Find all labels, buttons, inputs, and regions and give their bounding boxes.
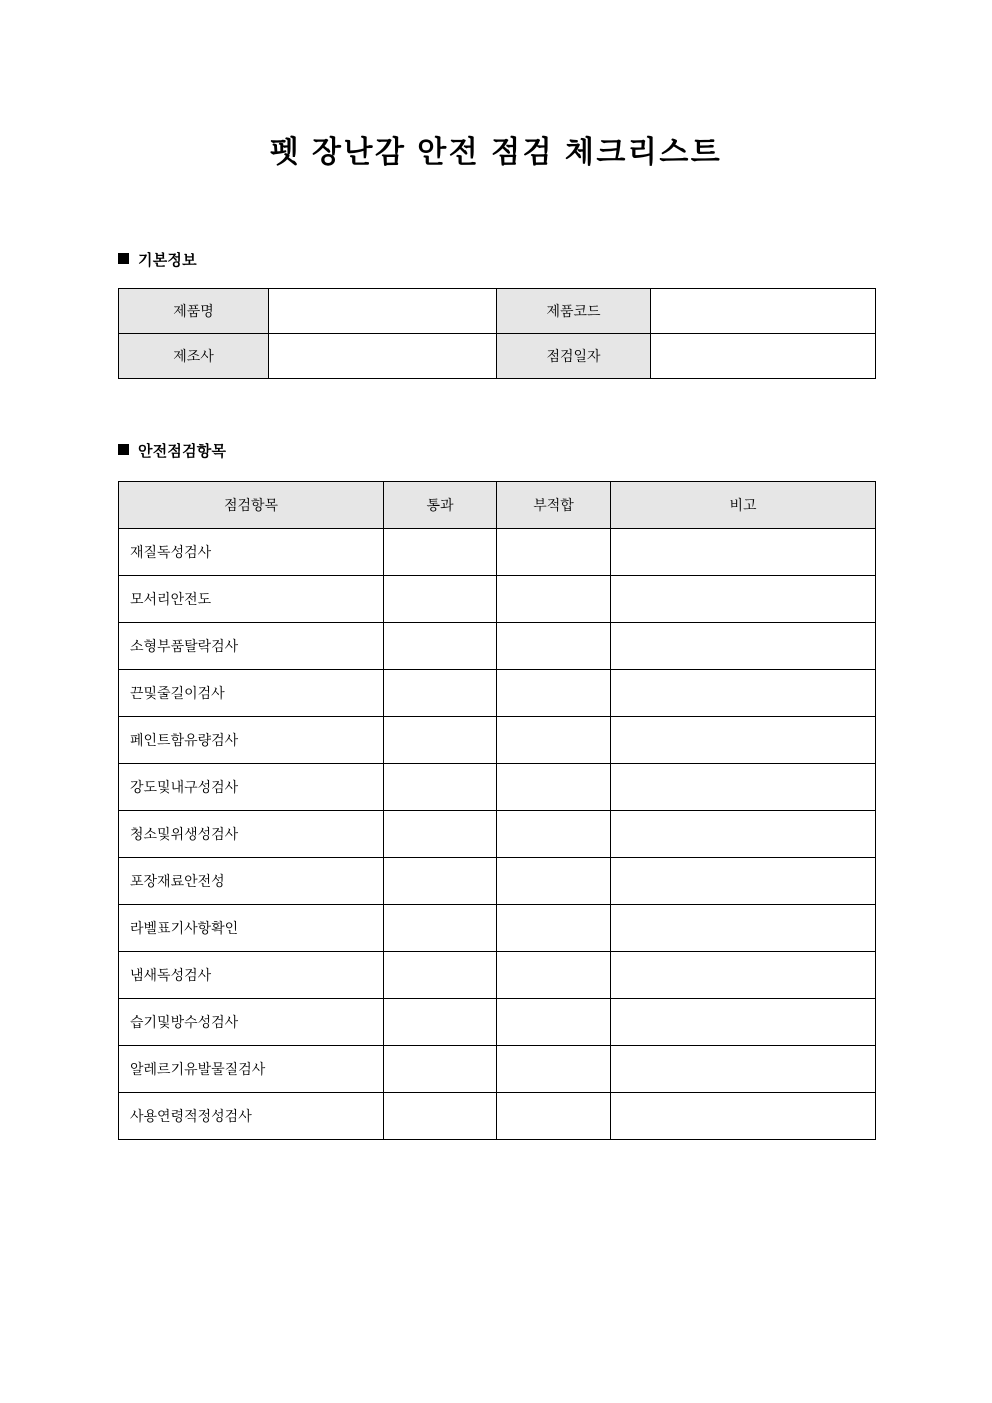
table-row: [119, 905, 876, 952]
checklist-pass-checkbox-cell[interactable]: [384, 1046, 497, 1093]
checklist-item-label: 모서리안전도: [119, 576, 384, 623]
section-heading-safety-items-label: 안전점검항목: [138, 443, 227, 460]
column-header-note: 비고: [611, 482, 876, 529]
basic-info-label-inspection-date: 점검일자: [497, 334, 651, 379]
table-header-row: [119, 482, 876, 529]
table-row: [119, 952, 876, 999]
checklist-note-cell[interactable]: [611, 811, 876, 858]
checklist-item-label: 끈및줄길이검사: [119, 670, 384, 717]
checklist-fail-checkbox-cell[interactable]: [497, 764, 611, 811]
section-heading-safety-items: [118, 441, 226, 463]
checklist-pass-checkbox-cell[interactable]: [384, 623, 497, 670]
checklist-note-cell[interactable]: [611, 717, 876, 764]
column-header-pass: 통과: [384, 482, 497, 529]
checklist-pass-checkbox-cell[interactable]: [384, 529, 497, 576]
checklist-pass-checkbox-cell[interactable]: [384, 811, 497, 858]
table-row: [119, 764, 876, 811]
checklist-pass-checkbox-cell[interactable]: [384, 905, 497, 952]
basic-info-label-product-name: 제품명: [119, 289, 269, 334]
column-header-item: 점검항목: [119, 482, 384, 529]
checklist-pass-checkbox-cell[interactable]: [384, 952, 497, 999]
checklist-pass-checkbox-cell[interactable]: [384, 670, 497, 717]
checklist-item-label: 사용연령적정성검사: [119, 1093, 384, 1140]
table-row: [119, 1093, 876, 1140]
table-row: [119, 623, 876, 670]
checklist-fail-checkbox-cell[interactable]: [497, 576, 611, 623]
basic-info-value-product-code[interactable]: [651, 289, 876, 334]
checklist-fail-checkbox-cell[interactable]: [497, 905, 611, 952]
table-row: [119, 1046, 876, 1093]
checklist-fail-checkbox-cell[interactable]: [497, 670, 611, 717]
table-row: [119, 334, 876, 379]
checklist-fail-checkbox-cell[interactable]: [497, 717, 611, 764]
checklist-note-cell[interactable]: [611, 1093, 876, 1140]
checklist-fail-checkbox-cell[interactable]: [497, 1046, 611, 1093]
checklist-note-cell[interactable]: [611, 529, 876, 576]
checklist-item-label: 재질독성검사: [119, 529, 384, 576]
bullet-square-icon: [118, 253, 129, 264]
document-title: 펫 장난감 안전 점검 체크리스트: [269, 136, 723, 169]
bullet-square-icon: [118, 444, 129, 455]
checklist-pass-checkbox-cell[interactable]: [384, 999, 497, 1046]
checklist-pass-checkbox-cell[interactable]: [384, 717, 497, 764]
section-heading-basic-info-label: 기본정보: [138, 252, 197, 269]
table-row: [119, 289, 876, 334]
checklist-fail-checkbox-cell[interactable]: [497, 529, 611, 576]
table-row: [119, 576, 876, 623]
checklist-note-cell[interactable]: [611, 576, 876, 623]
checklist-note-cell[interactable]: [611, 670, 876, 717]
checklist-item-label: 냄새독성검사: [119, 952, 384, 999]
table-row: [119, 529, 876, 576]
checklist-item-label: 페인트함유량검사: [119, 717, 384, 764]
checklist-fail-checkbox-cell[interactable]: [497, 858, 611, 905]
basic-info-label-manufacturer: 제조사: [119, 334, 269, 379]
table-row: [119, 858, 876, 905]
table-row: [119, 717, 876, 764]
checklist-item-label: 청소및위생성검사: [119, 811, 384, 858]
checklist-item-label: 소형부품탈락검사: [119, 623, 384, 670]
checklist-pass-checkbox-cell[interactable]: [384, 576, 497, 623]
checklist-item-label: 라벨표기사항확인: [119, 905, 384, 952]
checklist-note-cell[interactable]: [611, 952, 876, 999]
checklist-item-label: 알레르기유발물질검사: [119, 1046, 384, 1093]
checklist-item-label: 습기및방수성검사: [119, 999, 384, 1046]
section-heading-basic-info: [118, 250, 197, 272]
checklist-note-cell[interactable]: [611, 858, 876, 905]
basic-info-value-inspection-date[interactable]: [651, 334, 876, 379]
checklist-fail-checkbox-cell[interactable]: [497, 999, 611, 1046]
checklist-item-label: 강도및내구성검사: [119, 764, 384, 811]
basic-info-label-product-code: 제품코드: [497, 289, 651, 334]
table-row: [119, 999, 876, 1046]
checklist-note-cell[interactable]: [611, 999, 876, 1046]
table-row: [119, 811, 876, 858]
checklist-pass-checkbox-cell[interactable]: [384, 858, 497, 905]
checklist-fail-checkbox-cell[interactable]: [497, 623, 611, 670]
checklist-fail-checkbox-cell[interactable]: [497, 811, 611, 858]
basic-info-value-product-name[interactable]: [269, 289, 497, 334]
checklist-fail-checkbox-cell[interactable]: [497, 1093, 611, 1140]
checklist-fail-checkbox-cell[interactable]: [497, 952, 611, 999]
checklist-note-cell[interactable]: [611, 1046, 876, 1093]
table-row: [119, 670, 876, 717]
checklist-note-cell[interactable]: [611, 623, 876, 670]
basic-info-table: [118, 288, 876, 379]
basic-info-value-manufacturer[interactable]: [269, 334, 497, 379]
checklist-item-label: 포장재료안전성: [119, 858, 384, 905]
safety-checklist-table: [118, 481, 876, 1140]
column-header-fail: 부적합: [497, 482, 611, 529]
checklist-note-cell[interactable]: [611, 764, 876, 811]
checklist-note-cell[interactable]: [611, 905, 876, 952]
checklist-pass-checkbox-cell[interactable]: [384, 1093, 497, 1140]
checklist-pass-checkbox-cell[interactable]: [384, 764, 497, 811]
